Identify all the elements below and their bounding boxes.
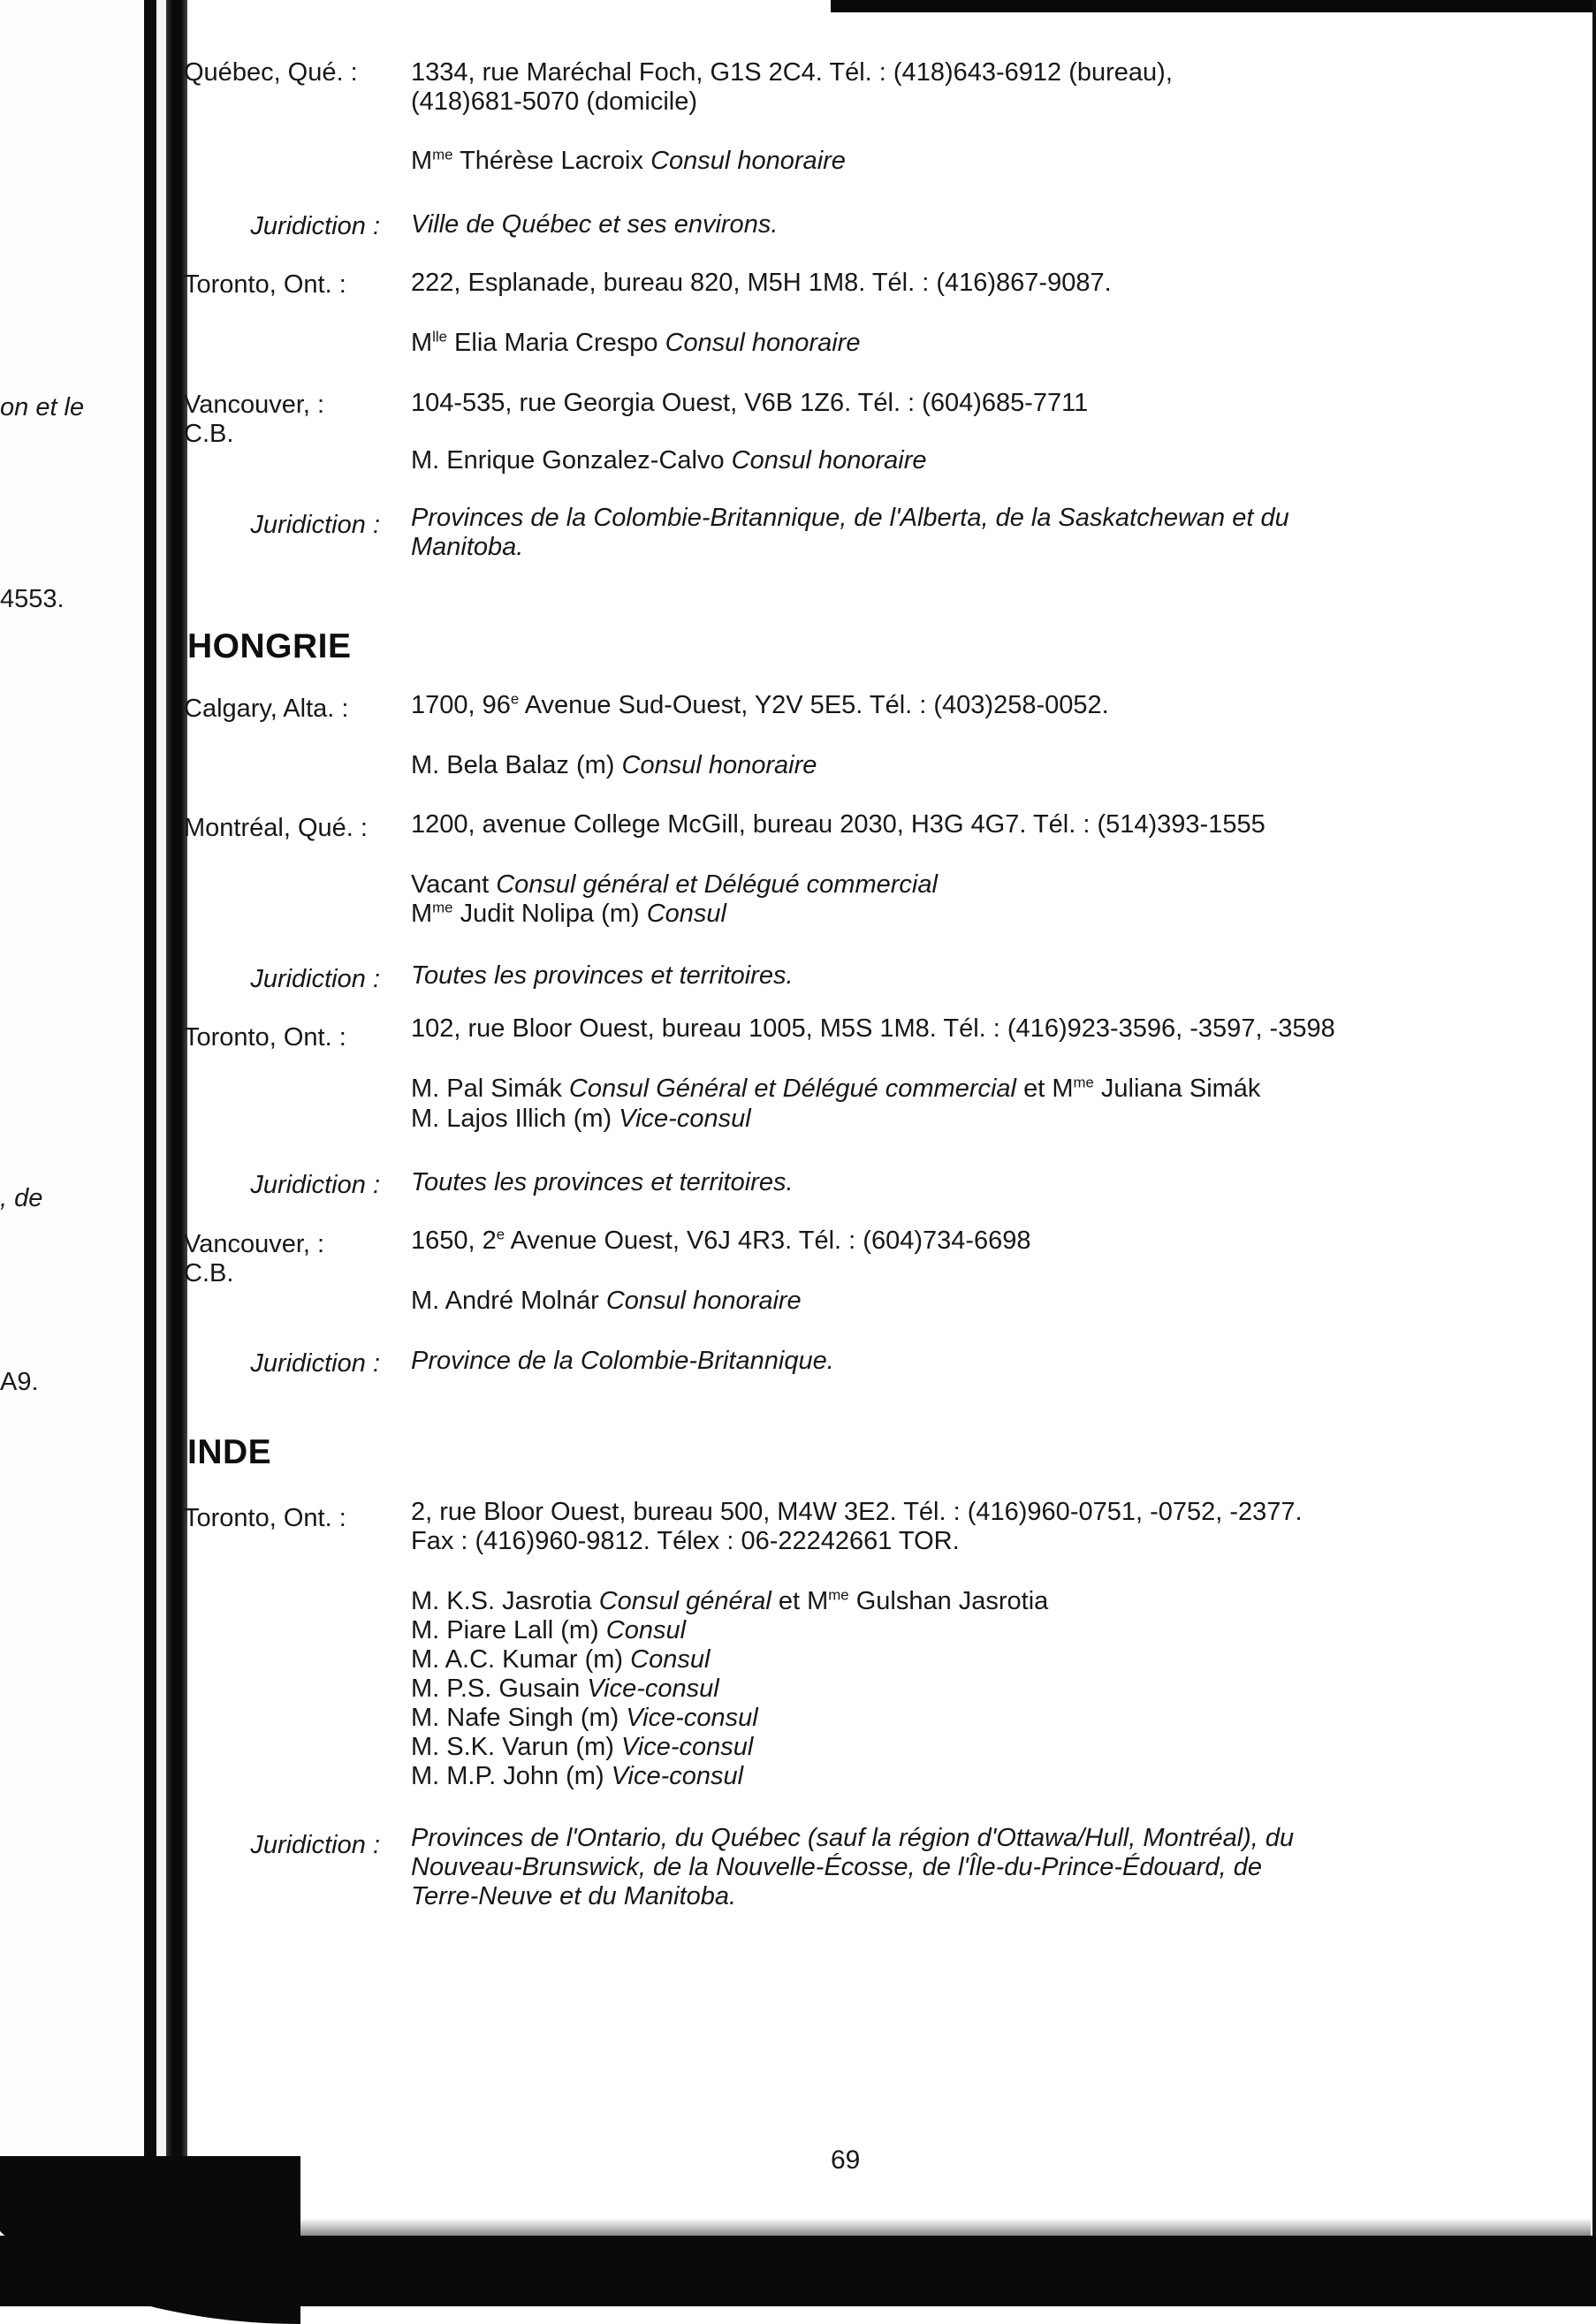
staff-line: M. K.S. Jasrotia Consul général et $M^{me}$ Gulshan Jasrotia bbox=[411, 1586, 1049, 1615]
city-label: Calgary, Alta. : bbox=[184, 695, 349, 723]
address-line: 1334, rue Maréchal Foch, G1S 2C4. Tél. : (418)643-6912 (bureau), bbox=[411, 58, 1173, 87]
country-heading: HONGRIE bbox=[187, 627, 352, 665]
city-label: Montréal, Qué. : bbox=[184, 814, 368, 842]
address-line: (418)681-5070 (domicile) bbox=[411, 87, 697, 116]
jurisdiction-text: Toutes les provinces et territoires. bbox=[411, 1168, 794, 1196]
city-label: Toronto, Ont. : bbox=[184, 1023, 346, 1052]
book-spine-gap bbox=[156, 0, 166, 2262]
country-heading: INDE bbox=[187, 1433, 272, 1471]
person-line: M. Pal Simák Consul Général et Délégué commercial et $M^{me}$ Juliana Simák bbox=[411, 1074, 1261, 1103]
jurisdiction-text: Ville de Québec et ses environs. bbox=[411, 210, 779, 239]
jurisdiction-label: Juridiction : bbox=[250, 965, 380, 993]
jurisdiction-text: Terre-Neuve et du Manitoba. bbox=[411, 1882, 737, 1910]
staff-line: M. S.K. Varun (m) Vice-consul bbox=[411, 1733, 754, 1761]
book-spine-outer bbox=[144, 0, 156, 2262]
city-label: Vancouver, : bbox=[184, 1230, 325, 1258]
city-label: Toronto, Ont. : bbox=[184, 270, 346, 299]
address-line: 1650, 2e Avenue Ouest, V6J 4R3. Tél. : (604)734-6698 bbox=[411, 1226, 1031, 1255]
city-label-province: C.B. bbox=[184, 1259, 234, 1287]
page-number: 69 bbox=[831, 2146, 861, 2175]
address-line: Fax : (416)960-9812. Télex : 06-22242661 TOR. bbox=[411, 1527, 960, 1555]
left-page-fragment: 4553. bbox=[0, 585, 65, 613]
jurisdiction-text: Manitoba. bbox=[411, 533, 524, 561]
jurisdiction-text: Nouveau-Brunswick, de la Nouvelle-Écosse, de l'Île-du-Prince-Édouard, de bbox=[411, 1853, 1263, 1881]
jurisdiction-label: Juridiction : bbox=[250, 1349, 380, 1378]
jurisdiction-label: Juridiction : bbox=[250, 1171, 380, 1199]
staff-line: M. P.S. Gusain Vice-consul bbox=[411, 1675, 719, 1703]
city-label-province: C.B. bbox=[184, 420, 234, 448]
book-spine-inner bbox=[166, 0, 187, 2262]
address-line: 222, Esplanade, bureau 820, M5H 1M8. Tél. : (416)867-9087. bbox=[411, 269, 1112, 297]
person-line: $M^{lle}$ Elia Maria Crespo Consul honoraire bbox=[411, 328, 861, 357]
city-label: Toronto, Ont. : bbox=[184, 1504, 346, 1532]
person-line: $M^{me}$ Thérèse Lacroix Consul honoraire bbox=[411, 146, 846, 175]
staff-line: M. Nafe Singh (m) Vice-consul bbox=[411, 1704, 758, 1732]
left-page-fragment: on et le bbox=[0, 393, 85, 422]
jurisdiction-label: Juridiction : bbox=[250, 212, 380, 240]
left-page-fragment: A9. bbox=[0, 1368, 39, 1396]
city-label: Québec, Qué. : bbox=[184, 58, 358, 87]
staff-line: M. Piare Lall (m) Consul bbox=[411, 1616, 687, 1644]
staff-line: M. M.P. John (m) Vice-consul bbox=[411, 1762, 744, 1790]
person-line: Vacant Consul général et Délégué commercial bbox=[411, 870, 938, 899]
jurisdiction-text: Province de la Colombie-Britannique. bbox=[411, 1347, 834, 1375]
address-line: 1200, avenue College McGill, bureau 2030, H3G 4G7. Tél. : (514)393-1555 bbox=[411, 810, 1265, 839]
address-line: 102, rue Bloor Ouest, bureau 1005, M5S 1M8. Tél. : (416)923-3596, -3597, -3598 bbox=[411, 1014, 1335, 1043]
person-line: M. André Molnár Consul honoraire bbox=[411, 1287, 802, 1315]
person-line: $M^{me}$ Judit Nolipa (m) Consul bbox=[411, 899, 726, 928]
person-line: M. Lajos Illich (m) Vice-consul bbox=[411, 1105, 751, 1133]
jurisdiction-label: Juridiction : bbox=[250, 1831, 380, 1859]
scan-bottom-edge bbox=[0, 2236, 1596, 2306]
address-line: 2, rue Bloor Ouest, bureau 500, M4W 3E2. Tél. : (416)960-0751, -0752, -2377. bbox=[411, 1498, 1303, 1526]
address-line: 1700, 96e Avenue Sud-Ouest, Y2V 5E5. Tél. : (403)258-0052. bbox=[411, 690, 1109, 719]
jurisdiction-text: Provinces de la Colombie-Britannique, de l'Alberta, de la Saskatchewan et du bbox=[411, 504, 1289, 532]
person-line: M. Bela Balaz (m) Consul honoraire bbox=[411, 751, 817, 779]
scan-right-edge bbox=[1592, 0, 1596, 2244]
jurisdiction-text: Toutes les provinces et territoires. bbox=[411, 961, 794, 990]
jurisdiction-label: Juridiction : bbox=[250, 511, 380, 539]
city-label: Vancouver, : bbox=[184, 391, 325, 419]
person-line: M. Enrique Gonzalez-Calvo Consul honoraire bbox=[411, 446, 927, 475]
left-page-fragment: , de bbox=[0, 1184, 43, 1212]
address-line: 104-535, rue Georgia Ouest, V6B 1Z6. Tél. : (604)685-7711 bbox=[411, 389, 1089, 417]
staff-line: M. A.C. Kumar (m) Consul bbox=[411, 1645, 711, 1674]
jurisdiction-text: Provinces de l'Ontario, du Québec (sauf la région d'Ottawa/Hull, Montréal), du bbox=[411, 1824, 1295, 1852]
adjacent-page bbox=[0, 0, 144, 2262]
scan-top-edge bbox=[831, 0, 1596, 12]
